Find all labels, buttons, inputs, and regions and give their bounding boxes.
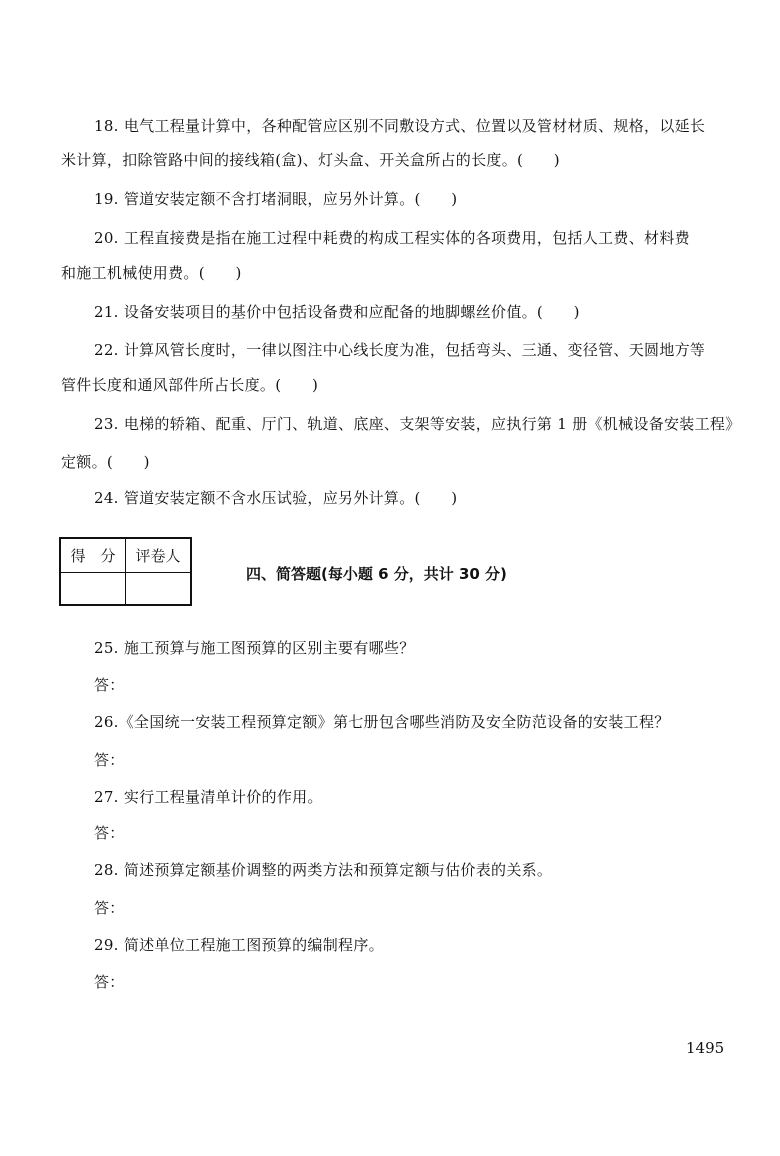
answer-label-27: 答： <box>94 824 125 842</box>
score-field[interactable] <box>60 573 126 606</box>
answer-label-29: 答： <box>94 973 125 991</box>
question-29: 29. 简述单位工程施工图预算的编制程序。 <box>94 936 384 954</box>
answer-label-25: 答： <box>94 676 125 694</box>
question-23-line-1: 23. 电梯的轿箱、配重、厅门、轨道、底座、支架等安装，应执行第 1 册《机械设备安装工程》 <box>94 415 741 433</box>
score-table <box>59 537 192 606</box>
question-28: 28. 简述预算定额基价调整的两类方法和预算定额与估价表的关系。 <box>94 861 553 879</box>
question-21: 21. 设备安装项目的基价中包括设备费和应配备的地脚螺丝价值。( ) <box>94 303 580 321</box>
question-18-line-2: 米计算，扣除管路中间的接线箱(盒)、灯头盒、开关盒所占的长度。( ) <box>61 151 560 169</box>
question-25: 25. 施工预算与施工图预算的区别主要有哪些？ <box>94 639 415 657</box>
question-27: 27. 实行工程量清单计价的作用。 <box>94 788 323 806</box>
question-20-line-1: 20. 工程直接费是指在施工过程中耗费的构成工程实体的各项费用，包括人工费、材料费 <box>94 229 690 247</box>
question-23-line-2: 定额。( ) <box>61 453 150 471</box>
answer-label-26: 答： <box>94 751 125 769</box>
question-24: 24. 管道安装定额不含水压试验，应另外计算。( ) <box>94 489 458 507</box>
question-20-line-2: 和施工机械使用费。( ) <box>61 264 242 282</box>
question-19: 19. 管道安装定额不含打堵洞眼，应另外计算。( ) <box>94 190 458 208</box>
page-number: 1495 <box>686 1039 725 1057</box>
answer-label-28: 答： <box>94 899 125 917</box>
question-22-line-2: 管件长度和通风部件所占长度。( ) <box>61 376 319 394</box>
score-label: 得 分 <box>60 538 126 573</box>
question-22-line-1: 22. 计算风管长度时，一律以图注中心线长度为准，包括弯头、三通、变径管、天圆地方等 <box>94 341 706 359</box>
question-26: 26.《全国统一安装工程预算定额》第七册包含哪些消防及安全防范设备的安装工程？ <box>94 713 670 731</box>
grader-field[interactable] <box>126 573 192 606</box>
question-18-line-1: 18. 电气工程量计算中，各种配管应区别不同敷设方式、位置以及管材材质、规格，以延长 <box>94 117 706 135</box>
grader-label: 评卷人 <box>126 538 192 573</box>
section-4-heading: 四、简答题(每小题 6 分，共计 30 分) <box>246 565 507 583</box>
